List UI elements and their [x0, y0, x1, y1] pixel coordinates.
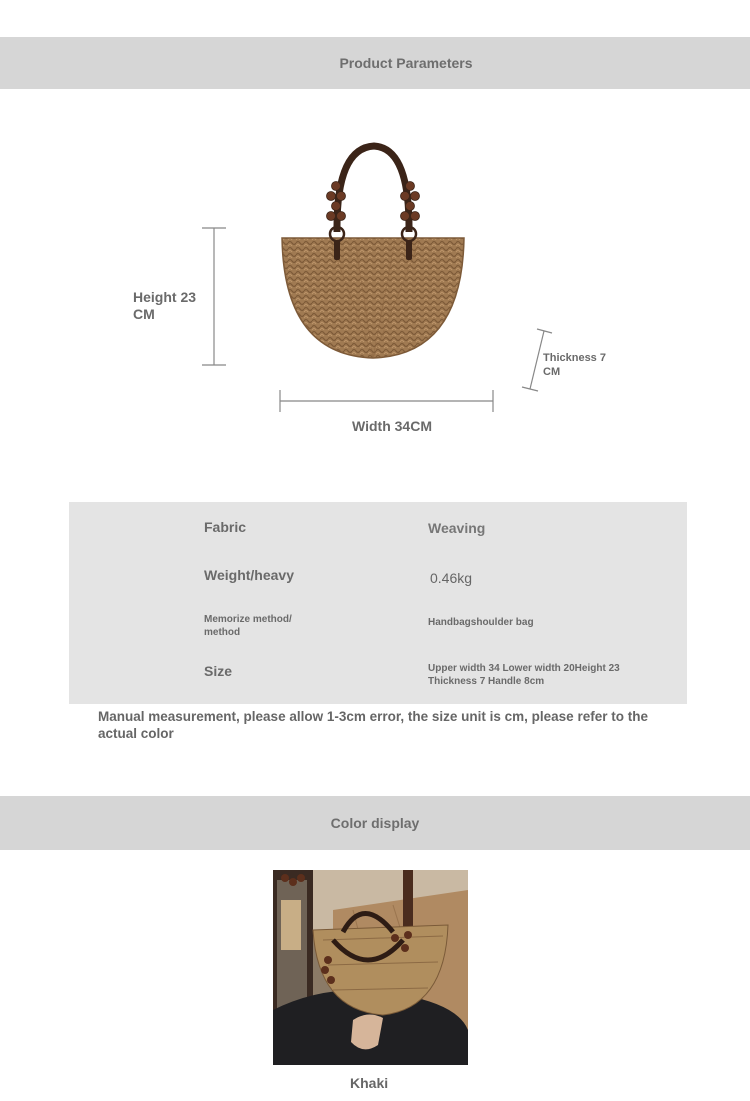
fabric-label: Fabric [204, 519, 247, 535]
bag-body [282, 238, 464, 358]
size-value: Upper width 34 Lower width 20Height 23 Thickness 7 Handle 8cm [428, 663, 620, 687]
width-dimension-line [280, 390, 493, 412]
section-title: Color display [330, 815, 420, 831]
method-label: Memorize method/ method [204, 614, 292, 638]
color-name-khaki: Khaki [350, 1075, 389, 1091]
weight-value: 0.46kg [430, 570, 473, 586]
weight-label: Weight/heavy [204, 567, 294, 583]
product-dimension-diagram [0, 0, 750, 470]
section-title: Product Parameters [339, 55, 473, 71]
spec-table [69, 502, 687, 704]
khaki-color-photo[interactable] [273, 870, 468, 1065]
height-label: Height 23 CM [133, 289, 197, 322]
bag-handle [337, 146, 409, 232]
fabric-value: Weaving [428, 520, 486, 536]
section-header-color-display [0, 796, 750, 850]
straw-bag-illustration [282, 146, 464, 358]
width-label: Width 34CM [352, 418, 432, 434]
size-label: Size [204, 663, 233, 679]
thickness-label: Thickness 7 CM [543, 352, 606, 378]
method-value: Handbagshoulder bag [428, 617, 534, 628]
measurement-note: Manual measurement, please allow 1-3cm error, the size unit is cm, please refer to the actual color [98, 709, 648, 741]
